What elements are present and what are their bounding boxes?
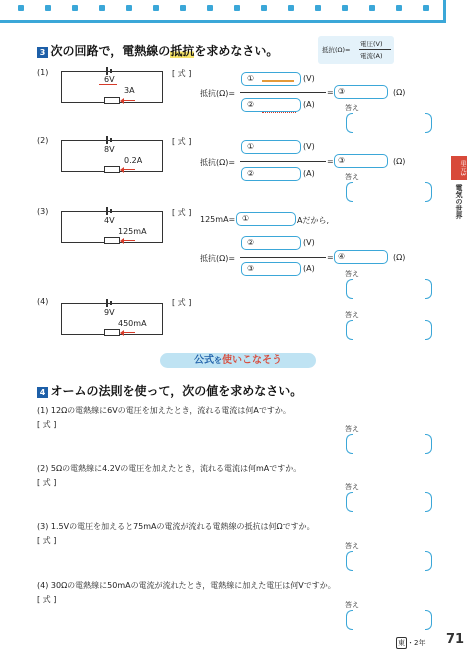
deco-dot — [153, 5, 159, 11]
s4-item-text: 5Ωの電熱線に4.2Vの電圧を加えたとき，流れる電流は何mAですか。 — [50, 464, 302, 473]
q3-3-teiko: 抵抗(Ω)= — [200, 254, 236, 263]
section4-heading — [37, 382, 302, 399]
answer-label: 答え — [345, 173, 359, 181]
section3-title-post: を求めなさい。 — [194, 44, 279, 58]
unit-a: (A) — [303, 100, 315, 109]
answer-box-close[interactable] — [425, 113, 432, 133]
s4-item-shiki: [ 式 ] — [37, 420, 57, 429]
deco-dot — [369, 5, 375, 11]
blank-number-2: ② — [247, 100, 255, 109]
blank-number-3: ③ — [247, 264, 255, 273]
answer-label: 答え — [345, 425, 359, 433]
s4-item-shiki: [ 式 ] — [37, 536, 57, 545]
deco-dot — [423, 5, 429, 11]
s4-item-label: (4) — [37, 581, 49, 590]
fraction-line — [240, 161, 326, 162]
answer-box-open[interactable] — [346, 434, 353, 454]
battery-icon — [106, 67, 108, 75]
banner-pre: 公式 — [194, 355, 214, 366]
q3-2-label: (2) — [37, 136, 49, 145]
footer-grade: ・2年 — [407, 639, 426, 647]
q3-1-teiko: 抵抗(Ω)= — [200, 89, 236, 98]
answer-box-open[interactable] — [346, 492, 353, 512]
battery-icon — [110, 209, 112, 213]
s4-item-label: (3) — [37, 522, 49, 531]
publisher-mark: 東 — [398, 639, 405, 647]
q3-3-pre-post: Aだから, — [297, 216, 330, 225]
tip-banner — [160, 353, 316, 368]
section3-number: 3 — [37, 47, 48, 58]
equals-sign: = — [327, 88, 334, 97]
unit-ohm: (Ω) — [393, 88, 406, 97]
footer-publisher — [396, 637, 425, 649]
banner-mid: を — [214, 356, 222, 365]
q3-2-voltage: 8V — [104, 145, 115, 154]
formula-denominator: 電流(A) — [360, 52, 383, 60]
unit-a: (A) — [303, 169, 315, 178]
unit-v: (V) — [303, 142, 315, 151]
answer-label: 答え — [345, 483, 359, 491]
answer-label: 答え — [345, 311, 359, 319]
q3-1-current: 3A — [124, 86, 135, 95]
answer-label: 答え — [345, 270, 359, 278]
answer-box-close[interactable] — [425, 610, 432, 630]
blank-number-1: ① — [247, 74, 255, 83]
s4-item-label: (2) — [37, 464, 49, 473]
section3-title-pre: 次の回路で，電熱線の — [50, 44, 171, 58]
answer-box-close[interactable] — [425, 434, 432, 454]
formula-fraction-line — [359, 49, 391, 50]
resistor-icon — [104, 166, 120, 173]
s4-item-text: 1.5Vの電圧を加えると75mAの電流が流れる電熱線の抵抗は何Ωですか。 — [50, 522, 315, 531]
deco-dot — [234, 5, 240, 11]
answer-label: 答え — [345, 601, 359, 609]
q3-3-label: (3) — [37, 207, 49, 216]
header-rule-corner — [443, 0, 446, 22]
equals-sign: = — [327, 253, 334, 262]
battery-icon — [106, 207, 108, 215]
q3-4-voltage: 9V — [104, 308, 115, 317]
s4-item-shiki: [ 式 ] — [37, 478, 57, 487]
answer-box-close[interactable] — [425, 279, 432, 299]
answer-label: 答え — [345, 542, 359, 550]
page-number: 71 — [446, 632, 465, 647]
q3-3-pre: 125mA= — [200, 215, 236, 224]
answer-box-open[interactable] — [346, 182, 353, 202]
resistor-icon — [104, 97, 120, 104]
deco-dot — [288, 5, 294, 11]
resistor-icon — [104, 237, 120, 244]
blank-number-2: ② — [247, 169, 255, 178]
blank-number-1: ① — [242, 214, 250, 223]
q3-4-label: (4) — [37, 297, 49, 306]
answer-box-close[interactable] — [425, 551, 432, 571]
deco-dot — [126, 5, 132, 11]
hint-underline — [262, 80, 294, 82]
q3-1-shiki: [ 式 ] — [172, 69, 192, 78]
q3-2-current: 0.2A — [124, 156, 143, 165]
unit-v: (V) — [303, 74, 315, 83]
unit-v: (V) — [303, 238, 315, 247]
formula-lhs: 抵抗(Ω)= — [322, 46, 351, 54]
q3-3-current: 125mA — [118, 227, 147, 236]
answer-box-open[interactable] — [346, 320, 353, 340]
deco-dot — [342, 5, 348, 11]
s4-item-1 — [37, 405, 437, 430]
section3-heading — [37, 42, 278, 59]
deco-dot — [207, 5, 213, 11]
s4-item-text: 12Ωの電熱線に6Vの電圧を加えたとき，流れる電流は何Aですか。 — [50, 406, 291, 415]
s4-item-text: 30Ωの電熱線に50mAの電流が流れたとき，電熱線に加えた電圧は何Vですか。 — [50, 581, 336, 590]
resistor-icon — [104, 329, 120, 336]
answer-box-close[interactable] — [425, 320, 432, 340]
section3-title-highlight: 抵抗 — [170, 44, 195, 58]
blank-number-3: ③ — [338, 156, 346, 165]
battery-icon — [110, 138, 112, 142]
current-arrow — [123, 240, 135, 241]
q3-3-voltage: 4V — [104, 216, 115, 225]
blank-number-4: ④ — [338, 252, 346, 261]
battery-icon — [110, 301, 112, 305]
battery-icon — [106, 299, 108, 307]
banner-post: 使いこなそう — [222, 355, 282, 366]
answer-box-open[interactable] — [346, 113, 353, 133]
fraction-line — [240, 92, 326, 93]
top-dot-bar — [0, 0, 474, 14]
side-tab — [451, 156, 467, 230]
header-rule — [0, 20, 446, 23]
battery-icon — [110, 69, 112, 73]
unit-ohm: (Ω) — [393, 253, 406, 262]
q3-3-shiki: [ 式 ] — [172, 208, 192, 217]
fraction-line — [240, 257, 326, 258]
current-arrow — [123, 100, 135, 101]
answer-label: 答え — [345, 104, 359, 112]
equals-sign: = — [327, 157, 334, 166]
unit-a: (A) — [303, 264, 315, 273]
s4-item-2 — [37, 463, 437, 488]
q3-4-shiki: [ 式 ] — [172, 298, 192, 307]
q3-1-voltage: 6V — [104, 75, 115, 84]
section4-number: 4 — [37, 387, 48, 398]
answer-box-close[interactable] — [425, 182, 432, 202]
q3-2-teiko: 抵抗(Ω)= — [200, 158, 236, 167]
section4-title: オームの法則を使って，次の値を求めなさい。 — [50, 384, 303, 398]
deco-dot — [72, 5, 78, 11]
hint-dotted-underline — [262, 112, 296, 113]
unit-ohm: (Ω) — [393, 157, 406, 166]
deco-dot — [315, 5, 321, 11]
deco-dot — [45, 5, 51, 11]
s4-item-label: (1) — [37, 406, 49, 415]
deco-dot — [180, 5, 186, 11]
current-arrow — [123, 169, 135, 170]
q3-2-shiki: [ 式 ] — [172, 137, 192, 146]
deco-dot — [99, 5, 105, 11]
q3-4-current: 450mA — [118, 319, 147, 328]
current-arrow — [123, 332, 135, 333]
s4-item-4 — [37, 580, 447, 605]
blank-number-1: ① — [247, 142, 255, 151]
side-tab-unit: 単元3 — [451, 156, 467, 180]
answer-box-open[interactable] — [346, 551, 353, 571]
side-tab-title: 電気の世界 — [455, 184, 463, 219]
deco-dot — [396, 5, 402, 11]
voltage-underline — [99, 84, 117, 85]
q3-1-label: (1) — [37, 68, 49, 77]
formula-box — [318, 36, 394, 64]
answer-box-close[interactable] — [425, 492, 432, 512]
formula-numerator: 電圧(V) — [360, 40, 383, 48]
deco-dot — [18, 5, 24, 11]
battery-icon — [106, 136, 108, 144]
answer-box-open[interactable] — [346, 610, 353, 630]
s4-item-3 — [37, 521, 447, 546]
blank-number-2: ② — [247, 238, 255, 247]
blank-number-3: ③ — [338, 87, 346, 96]
answer-box-open[interactable] — [346, 279, 353, 299]
deco-dot — [261, 5, 267, 11]
s4-item-shiki: [ 式 ] — [37, 595, 57, 604]
